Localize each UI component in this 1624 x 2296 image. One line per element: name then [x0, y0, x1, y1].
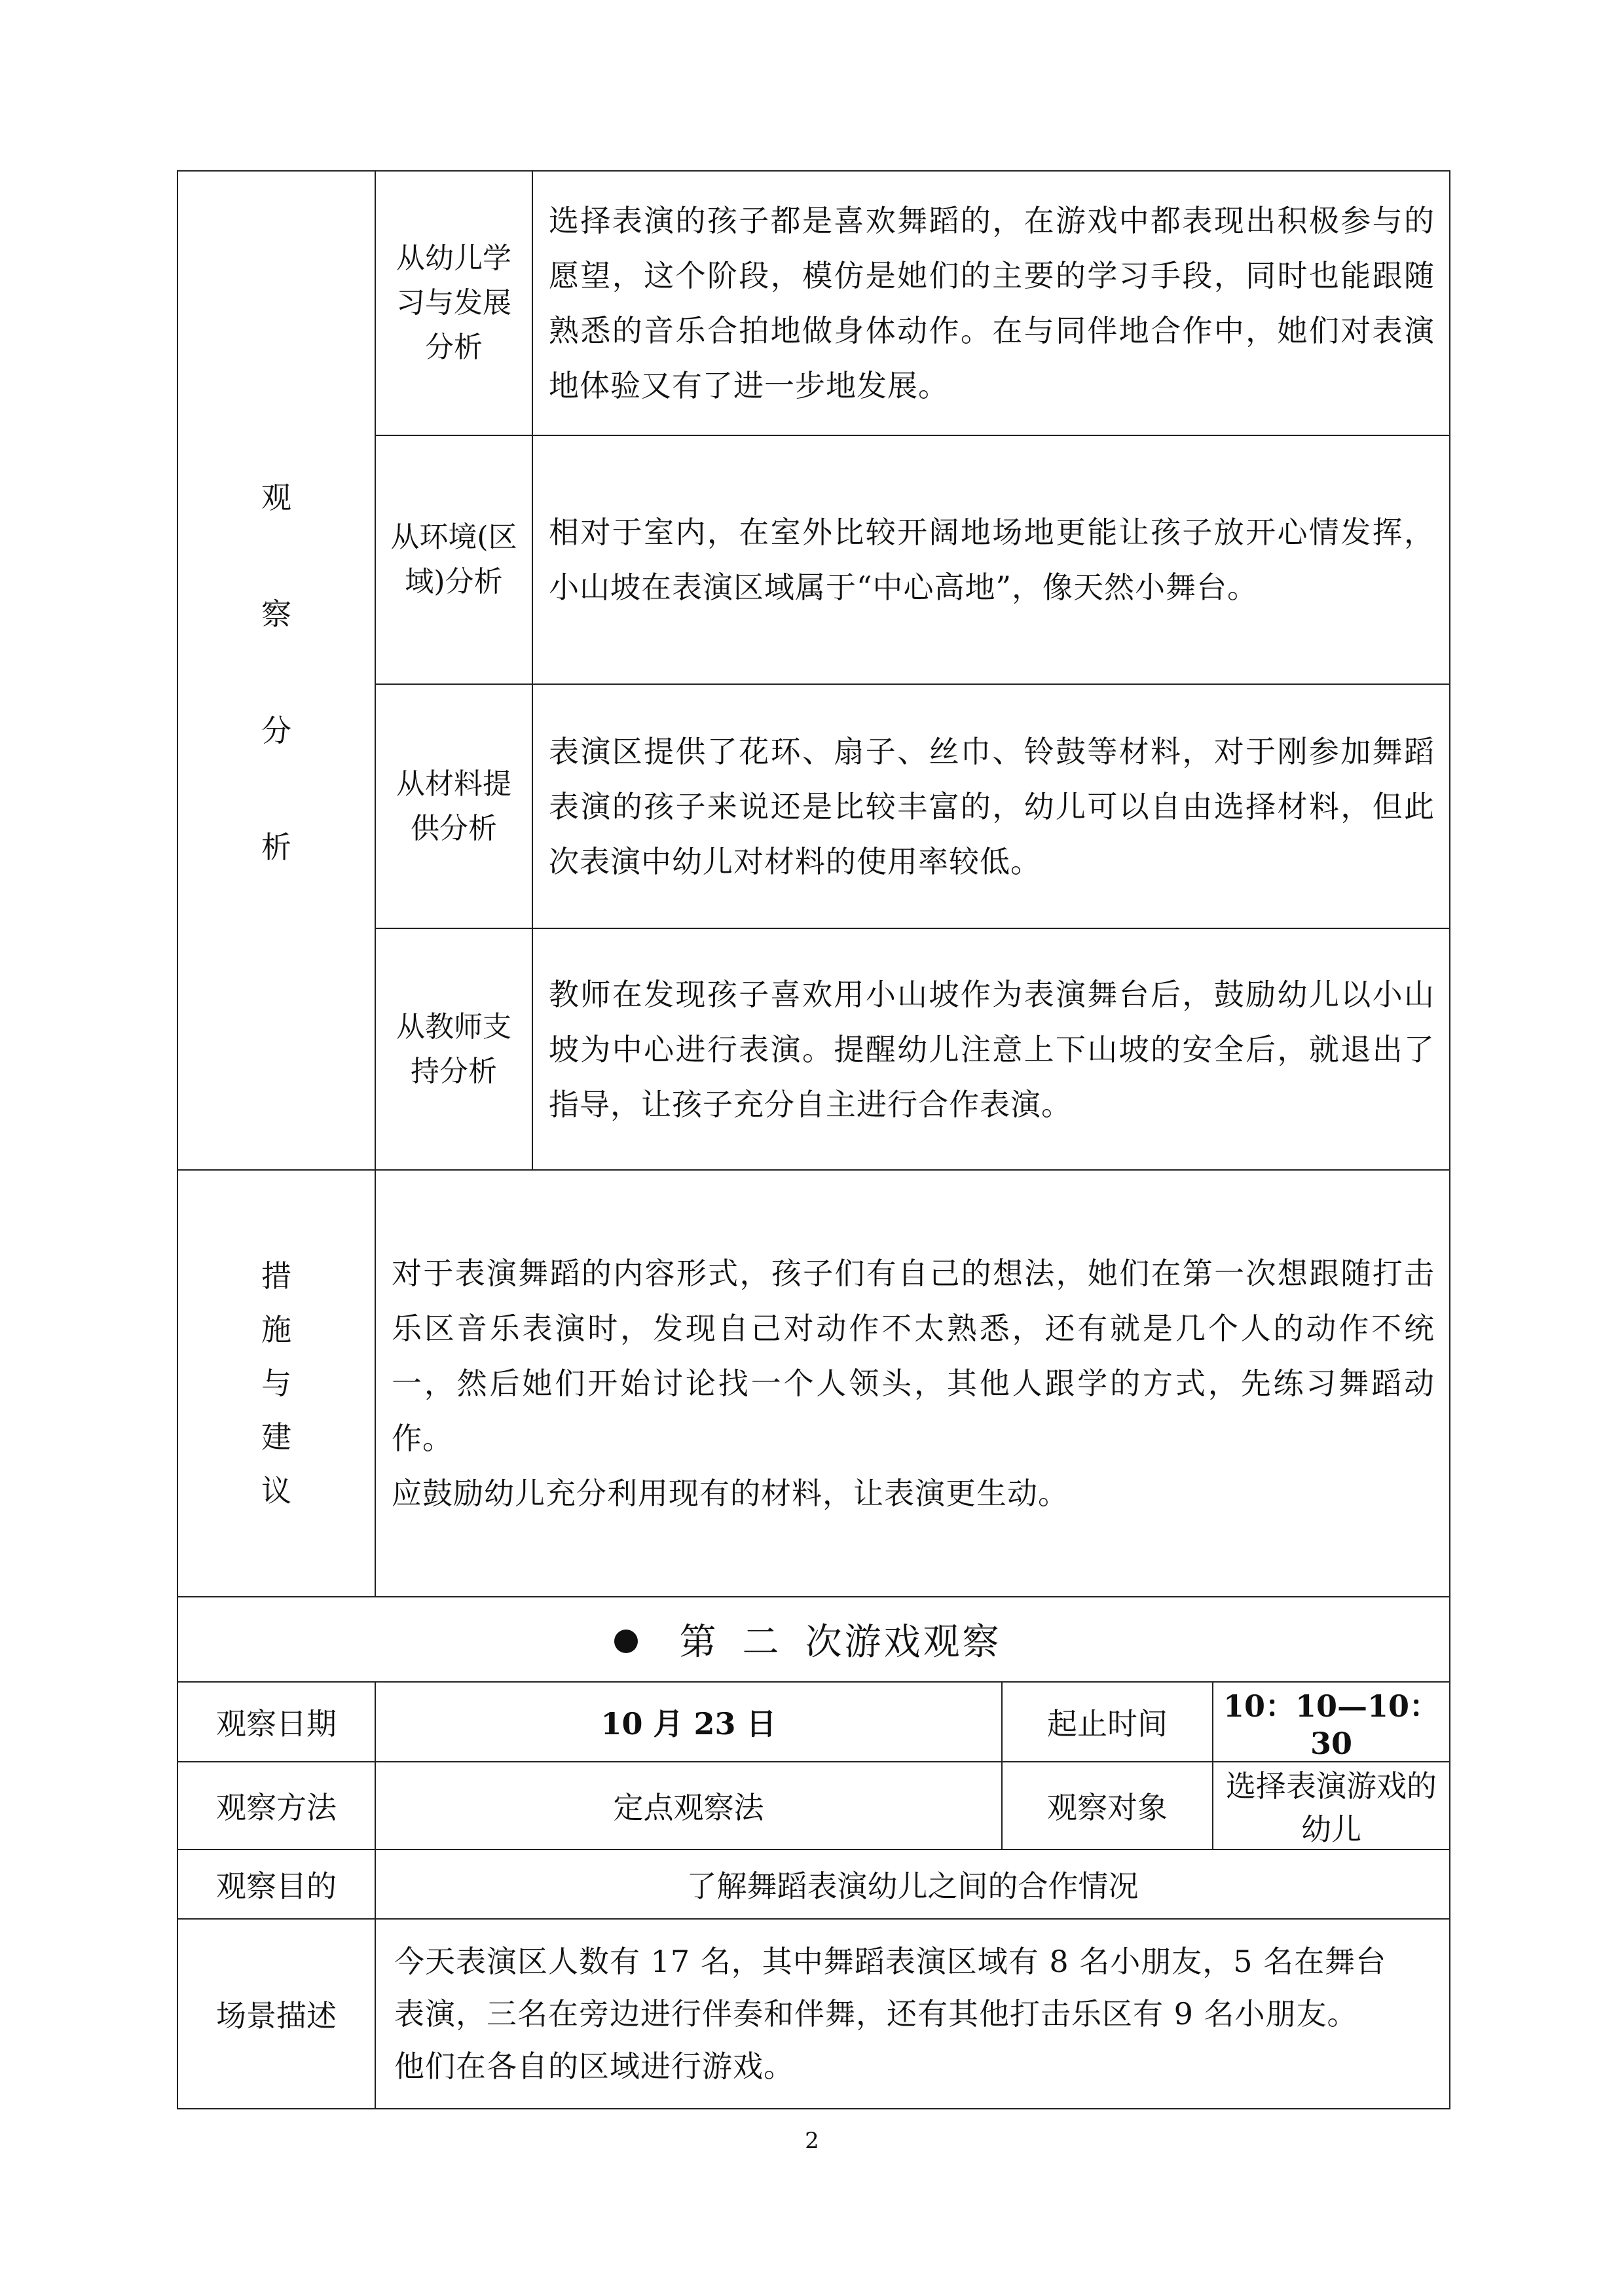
analysis-text: 选择表演的孩子都是喜欢舞蹈的，在游戏中都表现出积极参与的愿望，这个阶段，模仿是她们的主要的学习手段，同时也能跟随熟悉的音乐合拍地做身体动作。在与同伴地合作中，她们对表演地体验又有了进一步地发展。: [532, 171, 1450, 435]
measures-label-char: 施: [261, 1312, 291, 1347]
time-label: 起止时间: [1002, 1682, 1213, 1762]
time-value: 10：10—10：30: [1213, 1682, 1450, 1762]
method-value: 定点观察法: [375, 1762, 1002, 1850]
scene-label: 场景描述: [177, 1919, 375, 2109]
analysis-label-char: 察: [261, 596, 291, 632]
measures-paragraph: 应鼓励幼儿充分利用现有的材料，让表演更生动。: [392, 1476, 1069, 1511]
section-title: [177, 1597, 1450, 1682]
date-value: 10 月 23 日: [375, 1682, 1002, 1762]
analysis-row-learning: [177, 171, 1450, 435]
analysis-section-label: [177, 171, 375, 1170]
scene-text: [375, 1919, 1450, 2109]
info-row-date: [177, 1682, 1450, 1762]
info-row-purpose: [177, 1850, 1450, 1919]
analysis-text: 相对于室内，在室外比较开阔地场地更能让孩子放开心情发挥，小山坡在表演区域属于“中心高地”，像天然小舞台。: [532, 435, 1450, 684]
section-title-char: 第: [679, 1621, 719, 1664]
scene-line: 表演，三名在旁边进行伴奏和伴舞，还有其他打击乐区有 9 名小朋友。: [394, 1996, 1358, 2032]
purpose-value: 了解舞蹈表演幼儿之间的合作情况: [375, 1850, 1450, 1919]
analysis-sublabel: 从材料提供分析: [375, 684, 532, 928]
target-label: 观察对象: [1002, 1762, 1213, 1850]
analysis-sublabel: 从环境(区域)分析: [375, 435, 532, 684]
measures-label-char: 与: [261, 1366, 291, 1401]
measures-section-label: [177, 1170, 375, 1597]
analysis-sublabel: 从幼儿学习与发展分析: [375, 171, 532, 435]
analysis-label-char: 分: [261, 713, 291, 748]
measures-label-char: 建: [261, 1419, 291, 1455]
page-number: 2: [805, 2128, 819, 2154]
analysis-text: 教师在发现孩子喜欢用小山坡作为表演舞台后，鼓励幼儿以小山坡为中心进行表演。提醒幼儿注意上下山坡的安全后，就退出了指导，让孩子充分自主进行合作表演。: [532, 928, 1450, 1170]
measures-text: [375, 1170, 1450, 1597]
section-header-row: [177, 1597, 1450, 1682]
measures-label-char: 议: [261, 1473, 291, 1508]
bullet-icon: [614, 1630, 638, 1653]
date-label: 观察日期: [177, 1682, 375, 1762]
measures-label-char: 措: [261, 1258, 291, 1294]
info-row-method: [177, 1762, 1450, 1850]
target-value: 选择表演游戏的幼儿: [1213, 1762, 1450, 1850]
analysis-label-char: 观: [261, 480, 291, 515]
analysis-sublabel: 从教师支持分析: [375, 928, 532, 1170]
section-title-char: 二: [742, 1621, 782, 1664]
scene-line: 今天表演区人数有 17 名，其中舞蹈表演区域有 8 名小朋友，5 名在舞台: [394, 1944, 1387, 1979]
purpose-label: 观察目的: [177, 1850, 375, 1919]
measures-row: [177, 1170, 1450, 1597]
info-row-scene: [177, 1919, 1450, 2109]
analysis-label-char: 析: [261, 829, 291, 865]
observation-record-table: [177, 170, 1450, 2109]
section-title-char: 次游戏观察: [805, 1621, 1002, 1664]
measures-paragraph: 对于表演舞蹈的内容形式，孩子们有自己的想法，她们在第一次想跟随打击乐区音乐表演时，发现自己对动作不太熟悉，还有就是几个人的动作不统一，然后她们开始讨论找一个人领头，其他人跟学的方式，先练习舞蹈动作。: [392, 1256, 1435, 1456]
analysis-text: 表演区提供了花环、扇子、丝巾、铃鼓等材料，对于刚参加舞蹈表演的孩子来说还是比较丰富的，幼儿可以自由选择材料，但此次表演中幼儿对材料的使用率较低。: [532, 684, 1450, 928]
scene-line: 他们在各自的区域进行游戏。: [394, 2049, 794, 2084]
method-label: 观察方法: [177, 1762, 375, 1850]
